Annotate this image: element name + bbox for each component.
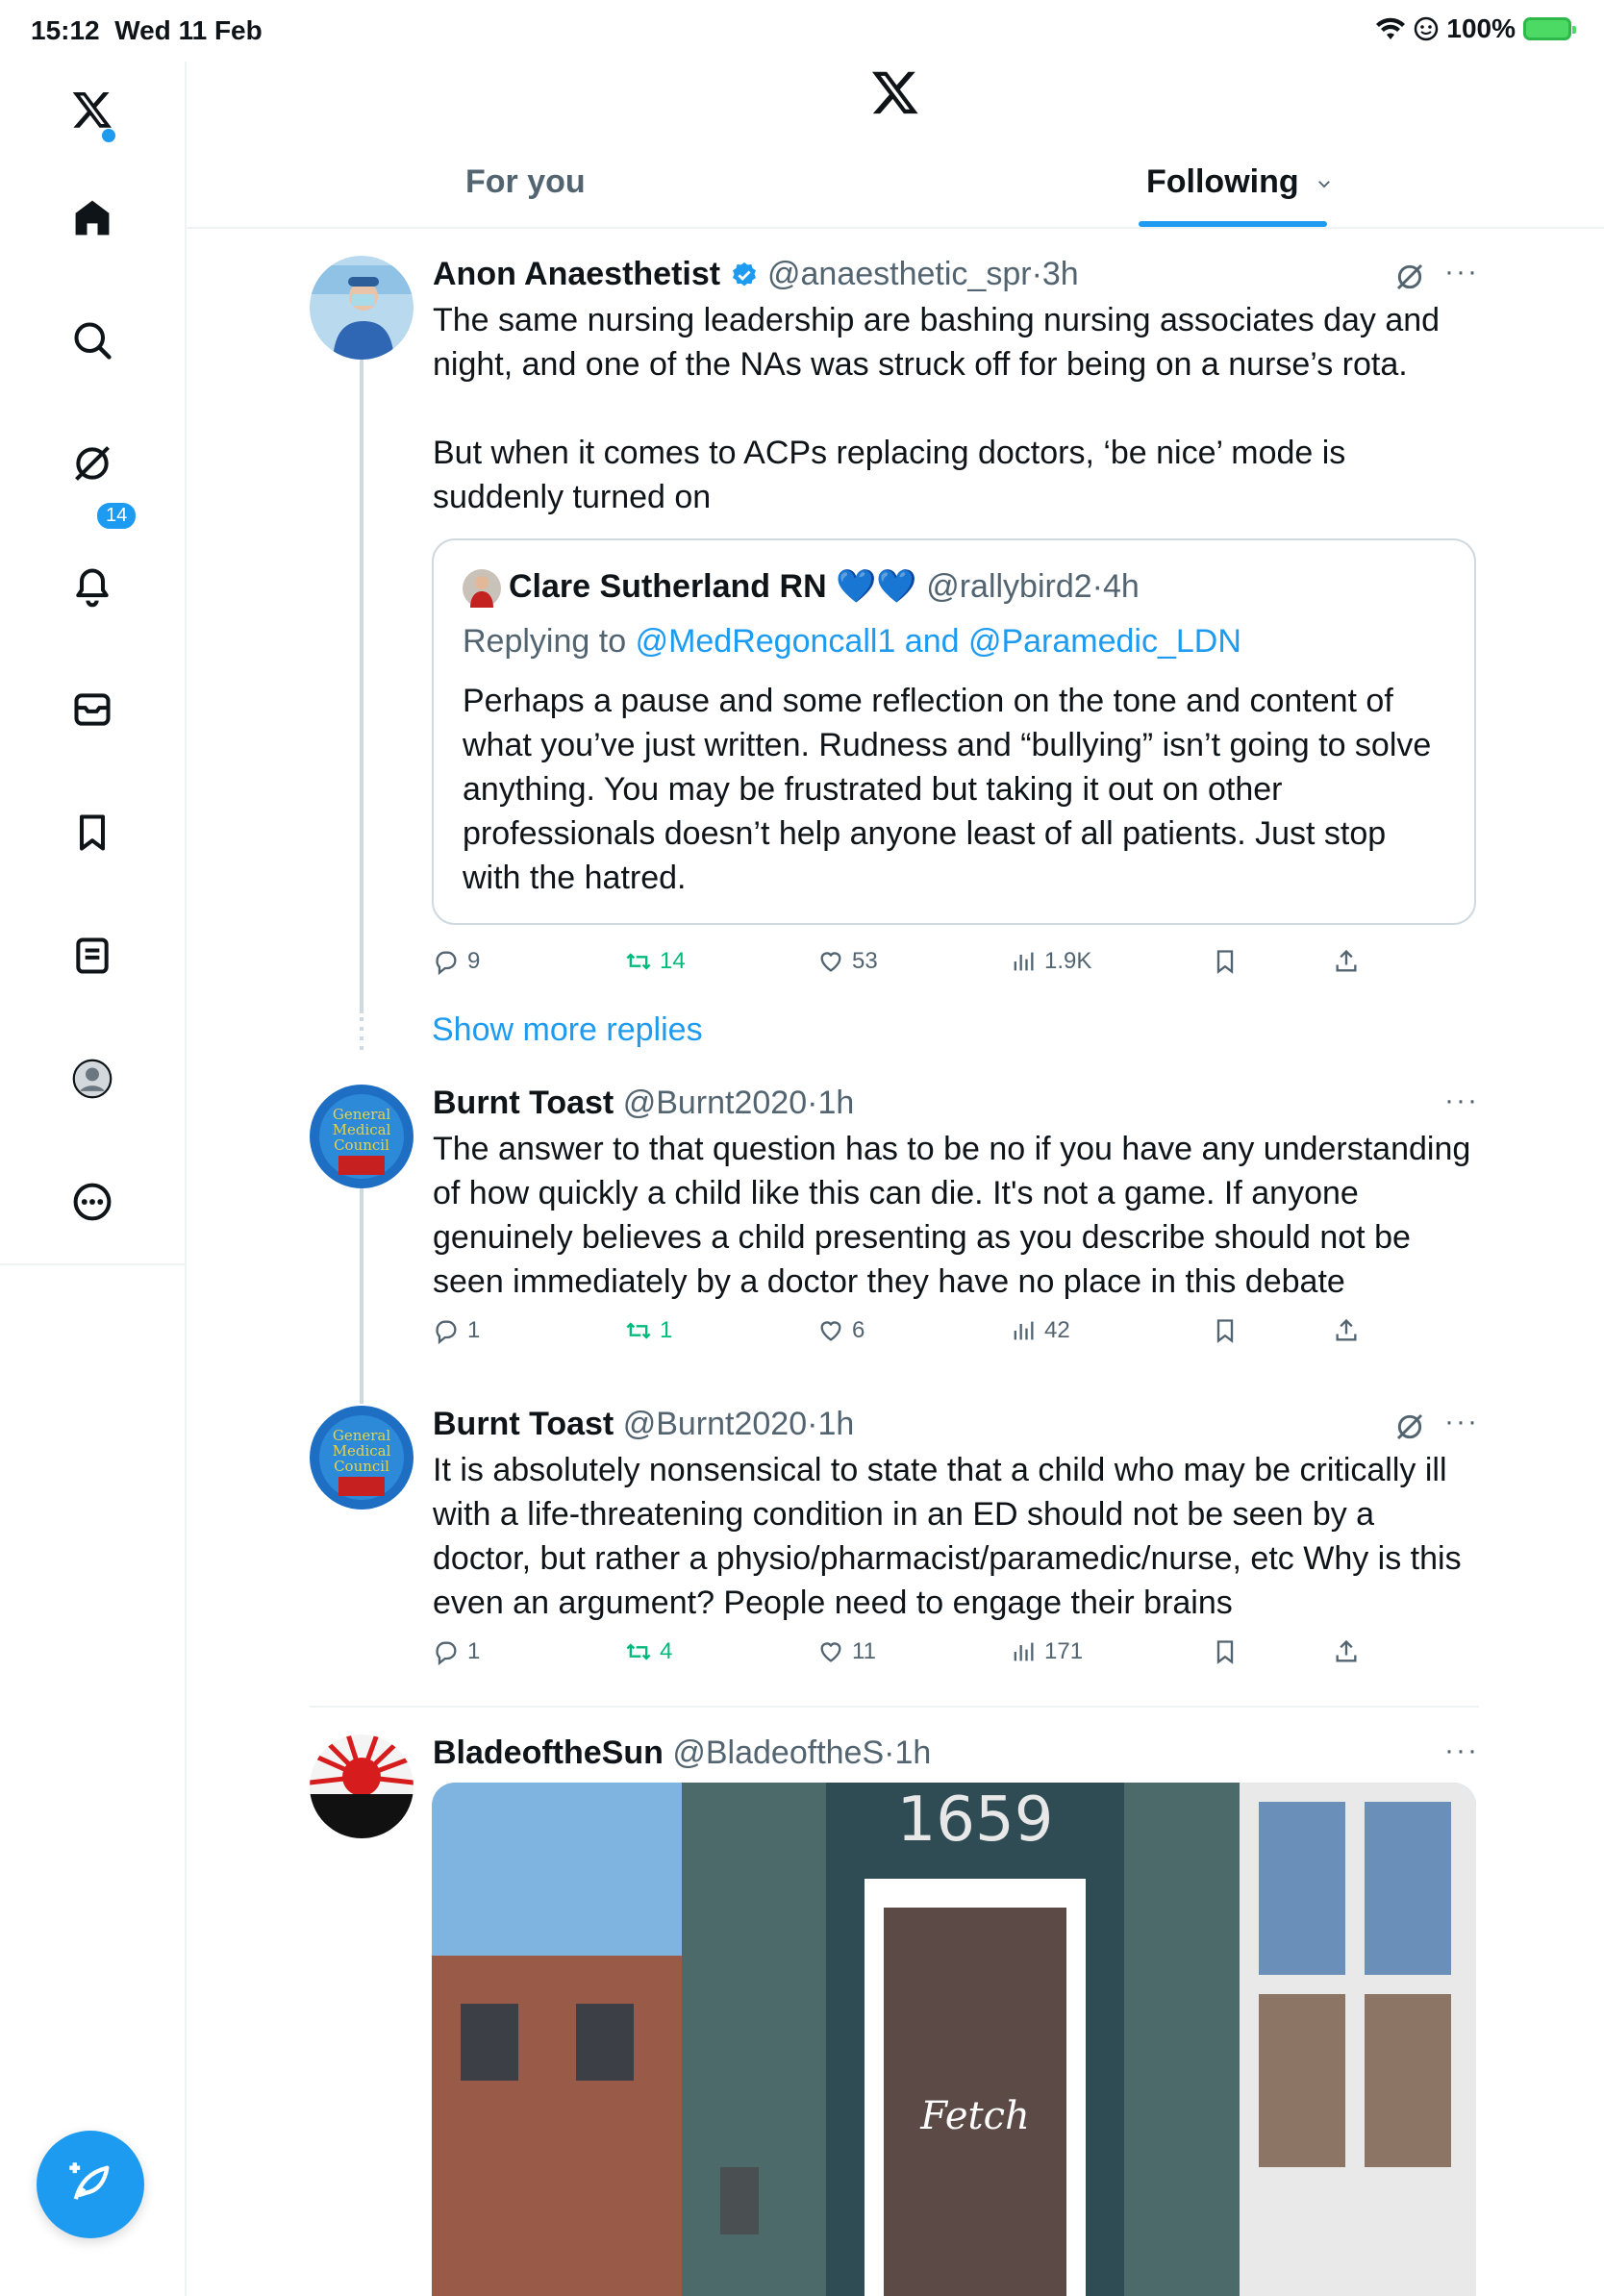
heart-icon: [817, 1638, 844, 1665]
bookmark-button[interactable]: [1212, 1638, 1239, 1665]
compose-button[interactable]: [37, 2131, 144, 2238]
reply-icon: [433, 1638, 460, 1665]
repost-icon: [625, 948, 652, 975]
author-name[interactable]: Burnt Toast: [433, 1406, 614, 1442]
status-right: [1375, 13, 1571, 44]
wifi-icon: [1375, 16, 1406, 41]
search-icon[interactable]: [63, 312, 121, 369]
mail-icon[interactable]: [63, 681, 121, 738]
author-name[interactable]: Burnt Toast: [433, 1085, 614, 1121]
reply-button[interactable]: 9: [433, 948, 480, 975]
svg-text:General: General: [332, 1106, 391, 1123]
share-icon: [1333, 948, 1360, 975]
home-icon[interactable]: [63, 188, 121, 246]
grok-icon[interactable]: [1394, 262, 1425, 292]
reply-button[interactable]: 1: [433, 1317, 480, 1344]
author-handle[interactable]: @Burnt2020: [622, 1406, 808, 1442]
tweet-time[interactable]: 3h: [1041, 256, 1079, 292]
avatar[interactable]: [310, 256, 414, 360]
tweet-actions: [433, 948, 1471, 986]
svg-text:General: General: [332, 1427, 391, 1444]
battery-percent: 100%: [1446, 13, 1516, 43]
tab-underline: [1139, 221, 1327, 227]
tweet-header: Burnt Toast @Burnt2020·1h: [433, 1085, 855, 1121]
tweet-photo[interactable]: [432, 1783, 1476, 2296]
tab-following[interactable]: Following: [1146, 163, 1333, 201]
sidebar-divider: [0, 1263, 185, 1265]
views-icon: [1010, 1638, 1037, 1665]
quote-author-name[interactable]: Clare Sutherland RN: [509, 568, 827, 605]
grok-icon[interactable]: [63, 435, 121, 492]
share-icon: [1333, 1638, 1360, 1665]
show-more-replies-link[interactable]: Show more replies: [432, 1011, 703, 1048]
share-icon: [1333, 1317, 1360, 1344]
share-button[interactable]: [1333, 1317, 1360, 1344]
repost-button[interactable]: 14: [625, 948, 686, 975]
views-button[interactable]: 42: [1010, 1317, 1070, 1344]
reply-button[interactable]: 1: [433, 1638, 480, 1665]
share-button[interactable]: [1333, 948, 1360, 975]
tweet-header: BladeoftheSun @BladeoftheS·1h: [433, 1734, 932, 1771]
tab-for-you[interactable]: For you: [465, 163, 586, 200]
like-button[interactable]: 53: [817, 948, 878, 975]
hearts-emoji: 💙💙: [836, 568, 917, 605]
repost-button[interactable]: 4: [625, 1638, 672, 1665]
views-button[interactable]: 1.9K: [1010, 948, 1091, 975]
tweet-time[interactable]: 1h: [817, 1085, 855, 1121]
grok-icon[interactable]: [1394, 1411, 1425, 1442]
repost-button[interactable]: 1: [625, 1317, 672, 1344]
tweet-header: Burnt Toast @Burnt2020·1h: [433, 1406, 855, 1442]
quote-tweet[interactable]: [432, 538, 1476, 925]
author-name[interactable]: Anon Anaesthetist: [433, 256, 721, 292]
more-options-icon[interactable]: ···: [1444, 1734, 1479, 1766]
replying-to: Replying to @MedRegoncall1 and @Paramedic_LDN: [463, 623, 1241, 660]
avatar[interactable]: [310, 1734, 414, 1838]
lists-icon[interactable]: [63, 927, 121, 985]
reply-icon: [433, 948, 460, 975]
views-icon: [1010, 948, 1037, 975]
tweet-separator: [310, 1706, 1479, 1708]
svg-text:Medical: Medical: [332, 1121, 391, 1138]
quote-text: Perhaps a pause and some reflection on the tone and content of what you’ve just written. Rudness and “bullying” isn’t going to solve anything. You may be frustrated but taking it out on other professionals doesn’t help anyone least of all patients. Just stop with the hatred.: [463, 683, 1432, 896]
like-button[interactable]: 11: [817, 1638, 876, 1665]
share-button[interactable]: [1333, 1638, 1360, 1665]
bookmark-button[interactable]: [1212, 948, 1239, 975]
tweet-time[interactable]: 1h: [894, 1734, 932, 1771]
quote-header: Clare Sutherland RN 💙💙 @rallybird2·4h: [509, 568, 1140, 605]
author-handle[interactable]: @anaesthetic_spr: [767, 256, 1032, 292]
author-handle[interactable]: @BladeoftheS: [672, 1734, 885, 1771]
views-button[interactable]: 171: [1010, 1638, 1083, 1665]
more-options-icon[interactable]: ···: [1444, 1085, 1479, 1116]
thread-line-dotted: [360, 1017, 363, 1056]
tweet-text: The answer to that question has to be no if you have any understanding of how quickly a child like this can die. It's not a game. If anyone genuinely believes a child presenting as you describe should not be seen immediately by a doctor they have no place in this debate: [433, 1131, 1471, 1300]
repost-icon: [625, 1638, 652, 1665]
avatar[interactable]: [310, 1406, 414, 1510]
focus-icon: [1414, 16, 1439, 41]
notification-badge: 14: [94, 500, 138, 532]
tweet[interactable]: [310, 1085, 1479, 1354]
tweet-actions: [433, 1317, 1471, 1356]
photo-sign-number: 1659: [896, 1784, 1054, 1856]
more-options-icon[interactable]: ···: [1444, 256, 1479, 287]
tweet-header: Anon Anaesthetist @anaesthetic_spr·3h: [433, 256, 1079, 292]
bookmark-icon: [1212, 1638, 1239, 1665]
tweet-text: It is absolutely nonsensical to state that a child who may be critically ill with a life-threatening condition in an ED should not be seen by a doctor, but rather a physio/pharmacist/paramedic/nurse, etc Why is this even an argument? People need to engage their brains: [433, 1452, 1462, 1621]
bookmark-icon: [1212, 1317, 1239, 1344]
home-notification-dot: [102, 129, 115, 142]
bookmark-button[interactable]: [1212, 1317, 1239, 1344]
reply-icon: [433, 1317, 460, 1344]
quote-avatar[interactable]: [463, 569, 501, 608]
compose-icon: [65, 2159, 115, 2209]
more-icon[interactable]: [63, 1173, 121, 1231]
quote-time[interactable]: 4h: [1103, 568, 1140, 605]
replying-handles-link[interactable]: @MedRegoncall1 and @Paramedic_LDN: [635, 623, 1241, 660]
heart-icon: [817, 948, 844, 975]
author-handle[interactable]: @Burnt2020: [622, 1085, 808, 1121]
svg-text:Medical: Medical: [332, 1442, 391, 1460]
chevron-down-icon: [1316, 175, 1333, 192]
tweet-actions: [433, 1638, 1471, 1677]
svg-text:Council: Council: [334, 1458, 389, 1475]
svg-text:Council: Council: [334, 1136, 389, 1154]
verified-badge-icon: [730, 261, 759, 289]
repost-icon: [625, 1317, 652, 1344]
heart-icon: [817, 1317, 844, 1344]
tweet-text: The same nursing leadership are bashing nursing associates day and night, and one of the NAs was struck off for being on a nurse’s rota.: [433, 302, 1441, 383]
views-icon: [1010, 1317, 1037, 1344]
bell-icon[interactable]: [63, 558, 121, 615]
tweet-text: But when it comes to ACPs replacing doctors, ‘be nice’ mode is suddenly turned on: [433, 435, 1346, 515]
bookmark-icon[interactable]: [63, 804, 121, 861]
profile-icon[interactable]: [63, 1050, 121, 1108]
timeline-tabs: [187, 144, 1604, 229]
header-x-logo-icon[interactable]: [870, 67, 920, 117]
avatar[interactable]: [310, 1085, 414, 1188]
status-time: 15:12 Wed 11 Feb: [31, 15, 263, 45]
bookmark-icon: [1212, 948, 1239, 975]
quote-author-handle[interactable]: @rallybird2: [926, 568, 1092, 605]
status-bar: [0, 0, 1604, 62]
like-button[interactable]: 6: [817, 1317, 865, 1344]
author-name[interactable]: BladeoftheSun: [433, 1734, 664, 1771]
more-options-icon[interactable]: ···: [1444, 1406, 1479, 1437]
photo-sign-shop: Fetch: [920, 2094, 1030, 2138]
tweet[interactable]: [310, 1406, 1479, 1685]
tweet-time[interactable]: 1h: [817, 1406, 855, 1442]
battery-icon: [1523, 17, 1571, 40]
